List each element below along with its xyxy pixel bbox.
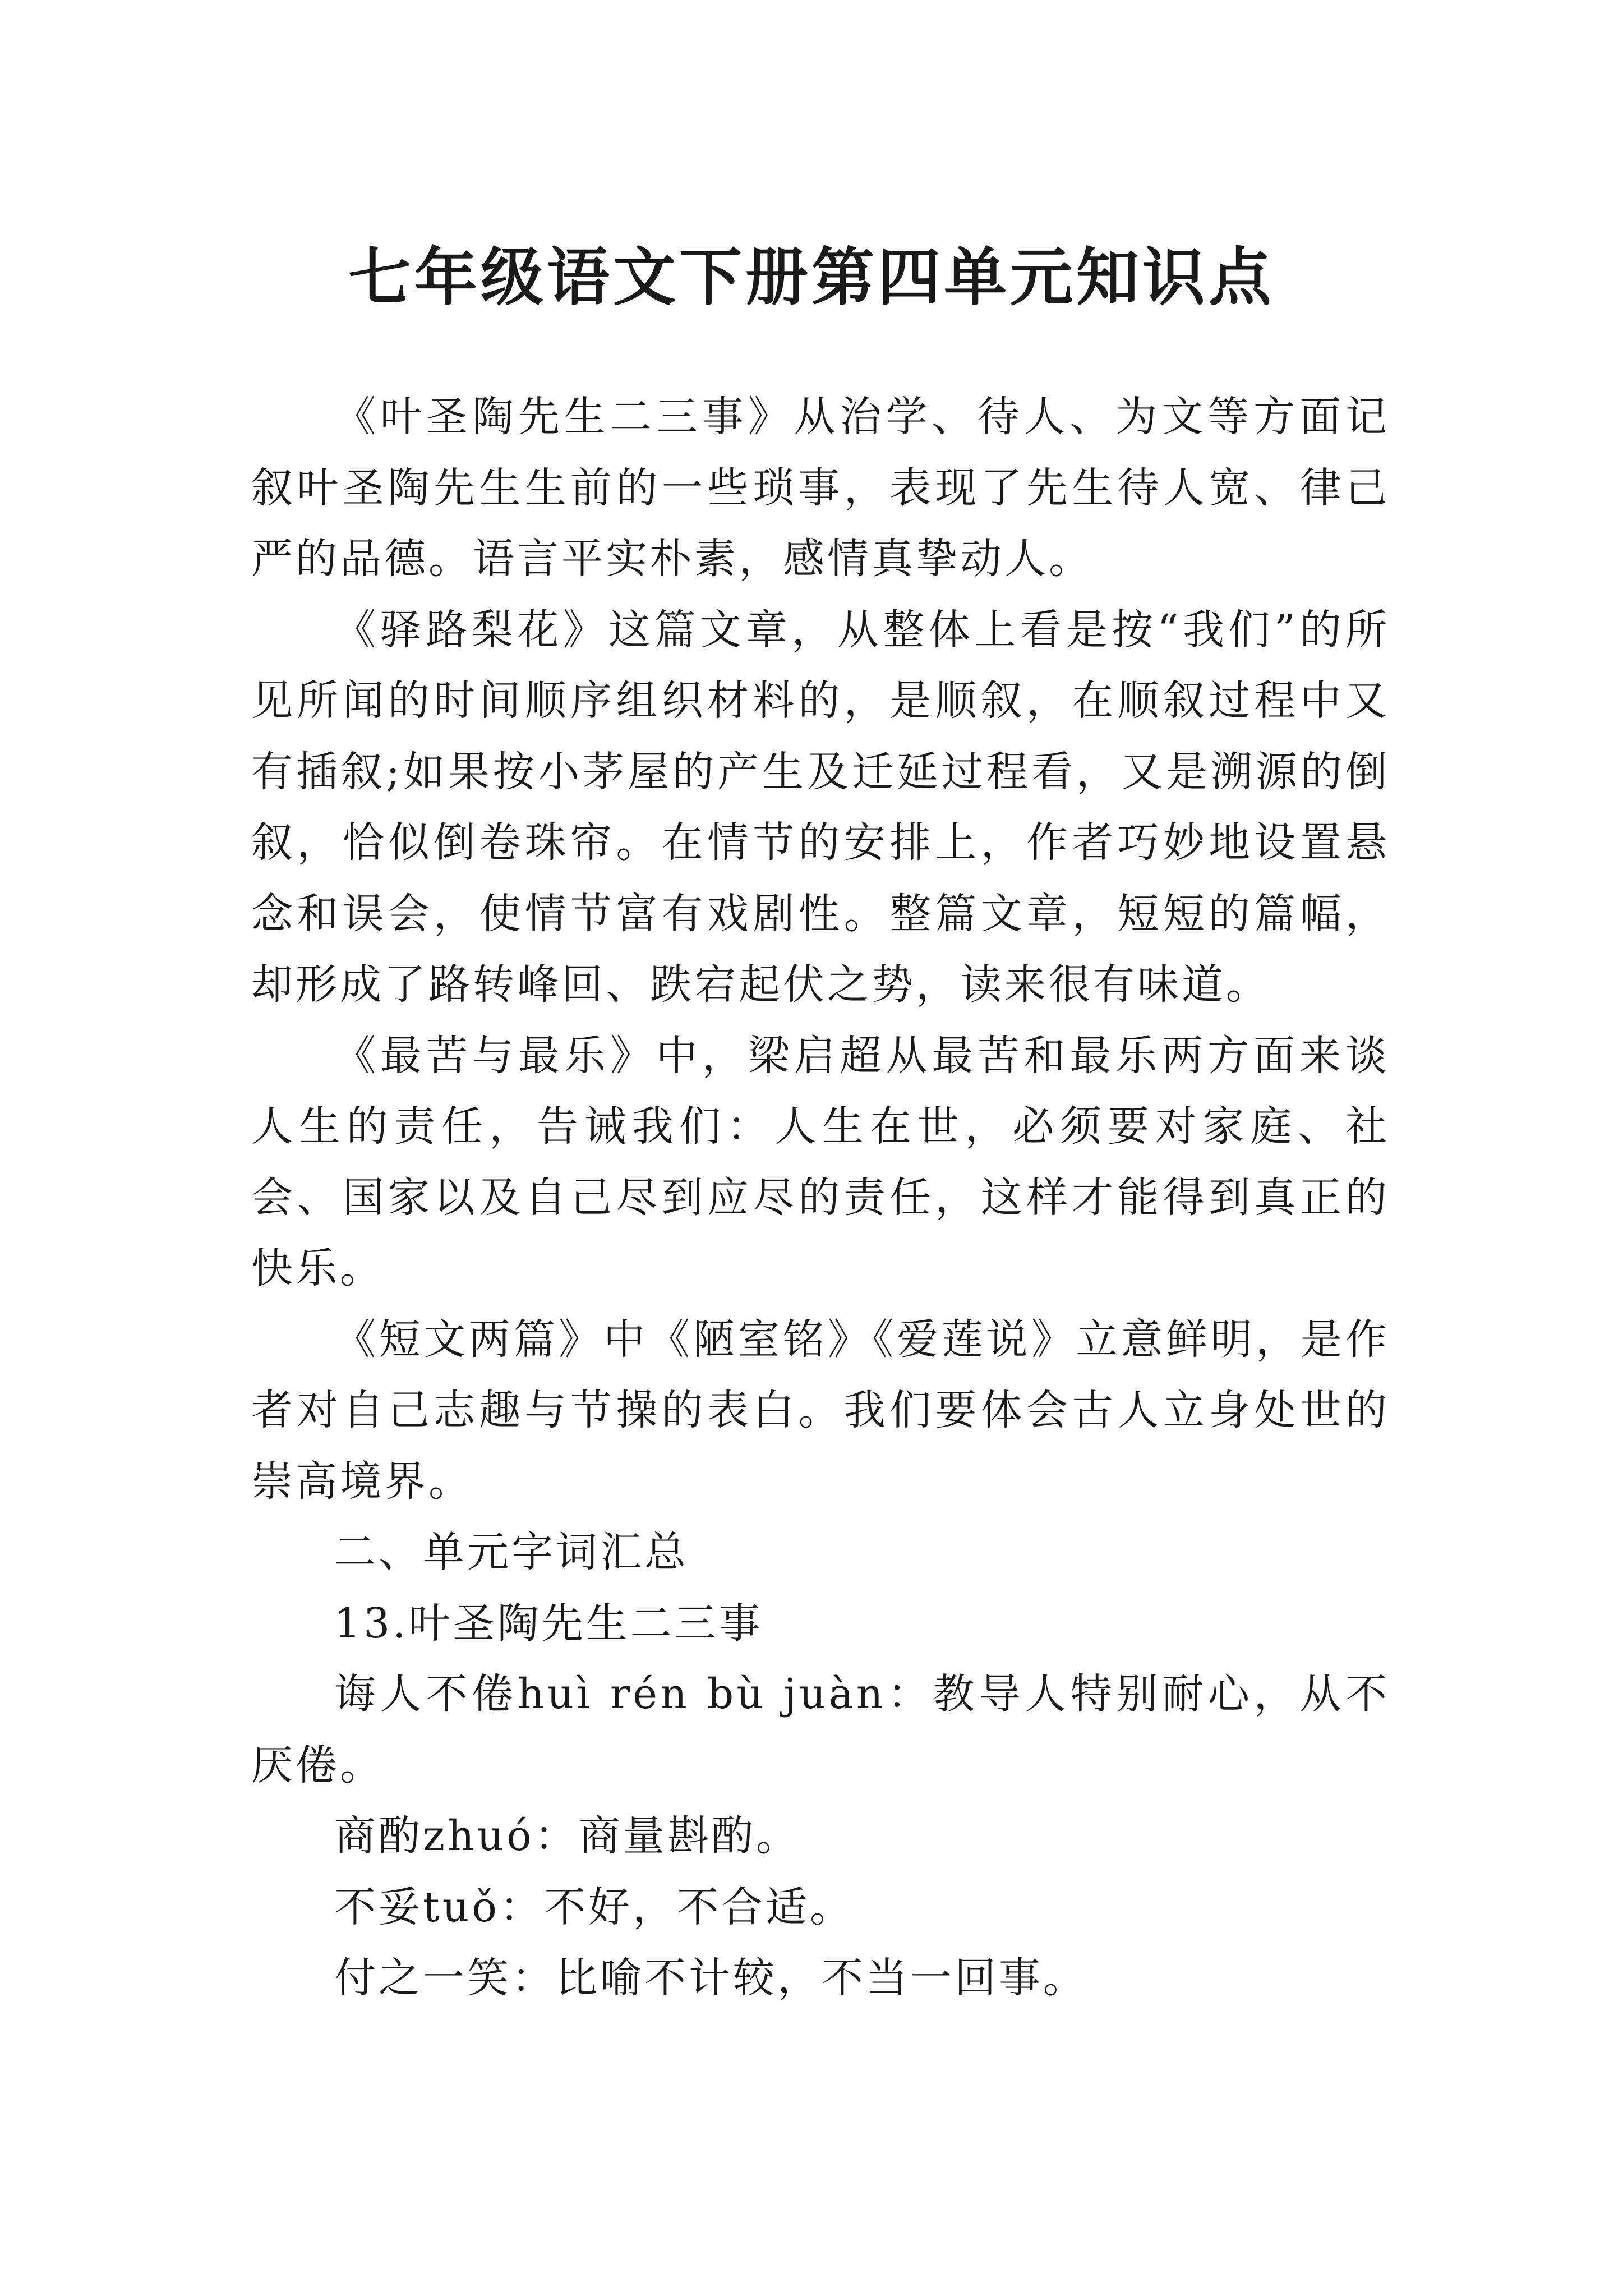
- document-title: 七年级语文下册第四单元知识点: [348, 241, 1275, 315]
- paragraph-duanwen-liangpian-summary: 《短文两篇》中《陋室铭》《爱莲说》立意鲜明，是作者对自己志趣与节操的表白。我们要体会古人立身处世的崇高境界。: [251, 1315, 1390, 1506]
- vocab-entry-fuzhi-yixiao: 付之一笑：比喻不计较，不当一回事。: [334, 1954, 1087, 2002]
- section-heading-vocabulary: 二、单元字词汇总: [334, 1528, 689, 1576]
- lesson-heading-13: 13.叶圣陶先生二三事: [334, 1599, 763, 1648]
- vocab-entry-huiren-bujuan: 诲人不倦huì rén bù juàn：教导人特别耐心，从不厌倦。: [251, 1670, 1390, 1789]
- vocab-entry-butuo: 不妥tuǒ：不好，不合适。: [334, 1883, 854, 1931]
- document-body: [251, 381, 1390, 2014]
- vocab-entry-shangzhuo: 商酌zhuó：商量斟酌。: [334, 1812, 800, 1860]
- paragraph-yilu-lihua-summary: 《驿路梨花》这篇文章，从整体上看是按“我们”的所见所闻的时间顺序组织材料的，是顺叙，在顺叙过程中又有插叙;如果按小茅屋的产生及迁延过程看，又是溯源的倒叙，恰似倒卷珠帘。在情节的安排上，作者巧妙地设置悬念和误会，使情节富有戏剧性。整篇文章，短短的篇幅，却形成了路转峰回、跌宕起伏之势，读来很有味道。: [251, 605, 1390, 1009]
- paragraph-zuiku-yu-zuile-summary: 《最苦与最乐》中，梁启超从最苦和最乐两方面来谈人生的责任，告诫我们：人生在世，必须要对家庭、社会、国家以及自己尽到应尽的责任，这样才能得到真正的快乐。: [251, 1031, 1390, 1292]
- paragraph-ye-shengtao-summary: 《叶圣陶先生二三事》从治学、待人、为文等方面记叙叶圣陶先生生前的一些琐事，表现了先生待人宽、律己严的品德。语言平实朴素，感情真挚动人。: [251, 393, 1390, 583]
